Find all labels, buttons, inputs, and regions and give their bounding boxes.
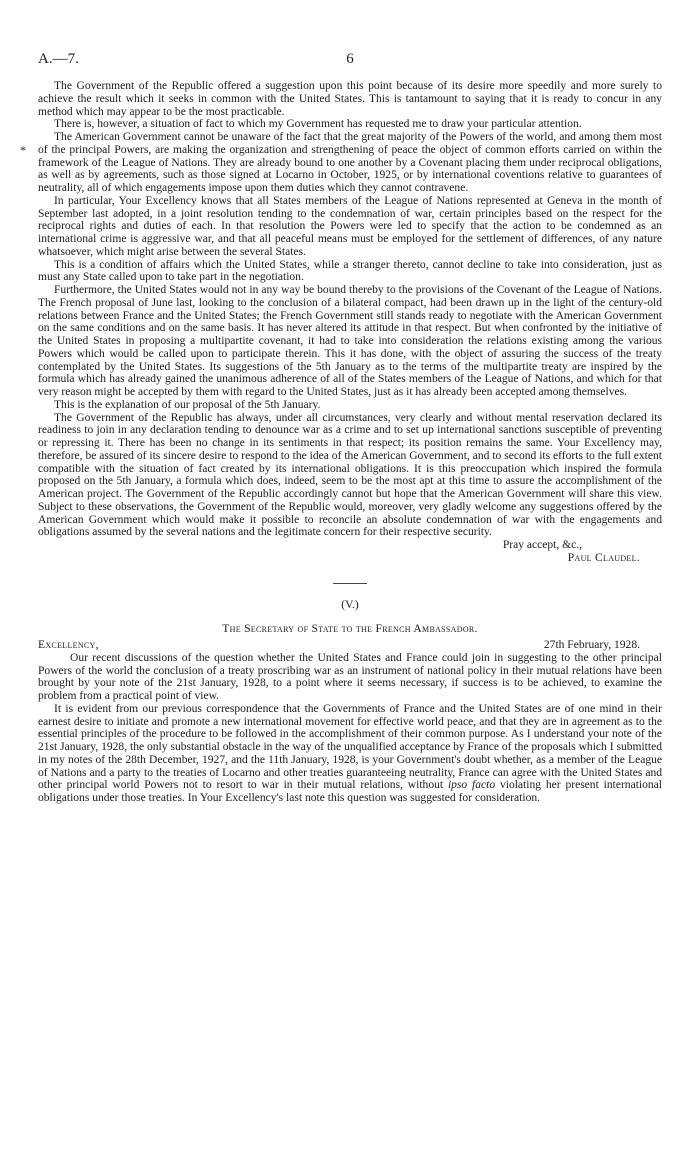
letter-date: 27th February, 1928. xyxy=(543,639,640,651)
signature: Paul Claudel. xyxy=(567,551,640,564)
paragraph: Furthermore, the United States would not in any way be bound thereby to the provisions of the Covenant of the League of Nations. The French proposal of June last, looking to the conclusion of a bilateral compact, had been drawn up in the light of the century-old relations between France and the United States; the French Government still stands ready to negotiate with the American Government on the same conditions and on the same basis. It has never altered its attitude in that respect. But when confronted by the initiative of the United States in proposing a multipartite covenant, it had to take into consideration the relations existing among the various Powers which would be called upon to participate therein. This it has done, with the object of assuring the success of the treaty contemplated by the United States. Its suggestions of the 5th January as to the terms of the multipartite treaty are inspired by the formula which has already gained the unanimous adherence of all of the States members of the League of Nations, and which for that very reason might be accepted by them with regard to the United States, just as it has already been accepted among themselves. xyxy=(38,284,662,398)
document-series-code: A.—7. xyxy=(38,51,79,67)
paragraph: There is, however, a situation of fact to which my Government has requested me to draw your particular attention. xyxy=(54,118,582,131)
paragraph-text: It is evident from our previous correspondence that the Governments of France and the United States are of one mind in their earnest desire to initiate and promote a new international movement for effective world peace, and that they are in agreement as to the essential principles of the procedure to be followed in the accomplishment of their common purpose. As I understand your note of the 21st January, 1928, the only substantial obstacle in the way of the unqualified acceptance by France of the proposals which I submitted in my notes of the 28th December, 1927, and the 11th January, 1928, is your Government's doubt whether, as a member of the League of Nations and a party to the treaties of Locarno and other treaties guaranteeing neutrality, France can agree with the United States and other principal world Powers not to resort to war in their mutual relations, without xyxy=(38,702,662,792)
section-divider xyxy=(333,583,367,584)
document-body xyxy=(38,80,662,805)
paragraph xyxy=(38,703,662,805)
salutation-row xyxy=(38,639,662,652)
latin-phrase: ipso facto xyxy=(447,779,496,792)
paragraph: In particular, Your Excellency knows that all States members of the League of Nations represented at Geneva in the month of September last adopted, in a joint resolution tending to the condemnation of war, certain principles based on the respect for the reciprocal rights and duties of each. In that resolution the Powers were led to specify that the action to be condemned as an international crime is aggressive war, and that all peaceful means must be employed for the settlement of differences, of any nature whatsoever, which might arise between the several States. xyxy=(38,194,662,258)
closing-formula: Pray accept, &c., xyxy=(502,539,582,551)
paragraph: This is a condition of affairs which the United States, while a stranger thereto, cannot decline to take into consideration, just as must any State called upon to take part in the negotiation. xyxy=(38,258,662,284)
paragraph: This is the explanation of our proposal of the 5th January. xyxy=(54,398,321,411)
paragraph: The Government of the Republic offered a suggestion upon this point because of its desire more speedily and more surely to achieve the result which it seeks in common with the United States. This is tantamount to saying that it is ready to concur in any method which may appear to be the most practicable. xyxy=(38,80,662,118)
paragraph: The American Government cannot be unaware of the fact that the great majority of the Powers of the world, and among them most of the principal Powers, are making the organization and strengthening of peace the object of common efforts carried on within the framework of the League of Nations. They are already bound to one another by a Covenant placing them under reciprocal obligations, as well as by agreements, such as those signed at Locarno in October, 1925, or by international coventions relative to guarantees of neutrality, all of which engagements impose upon them duties which they cannot contravene. xyxy=(38,131,662,194)
paragraph: Our recent discussions of the question whether the United States and France could join in suggesting to the other principal Powers of the world the conclusion of a treaty proscribing war as an instrument of national policy in their mutual relations have been brought by your note of the 21st January, 1928, to a point where it seems necessary, if success is to be achieved, to examine the problem from a practical point of view. xyxy=(38,651,662,702)
section-number: (V.) xyxy=(341,598,359,611)
page-header xyxy=(38,51,662,71)
paragraph: The Government of the Republic has always, under all circumstances, very clearly and without mental reservation declared its readiness to join in any declaration tending to denounce war as a crime and to set up international sanctions susceptible of preventing or repressing it. There has been no change in its sentiments in that respect; its position remains the same. Your Excellency may, therefore, be assured of its sincere desire to respond to the idea of the American Government, and to second its efforts to the full extent compatible with the situation of fact created by its international obligations. It is this preoccupation which inspired the formula proposed on the 5th January, a formula which does, indeed, seem to be the most apt at this time to assure the accomplishment of the American project. The Government of the Republic accordingly cannot but hope that the American Government will share this view. Subject to these observations, the Government of the Republic would, moreover, very gladly welcome any suggestions offered by the American Government which would make it possible to reconcile an absolute condemnation of war with the engagements and obligations assumed by the several nations and the legitimate concern for their respective security. xyxy=(38,411,662,539)
section-title: The Secretary of State to the French Ambassador. xyxy=(222,623,478,636)
paragraph-text: violating her present international obligations under those treaties. In Your Excellency's last note this question was suggested for consideration. xyxy=(38,779,662,804)
margin-mark: * xyxy=(20,143,26,157)
page-number: 6 xyxy=(346,51,354,67)
salutation: Excellency, xyxy=(38,639,99,651)
